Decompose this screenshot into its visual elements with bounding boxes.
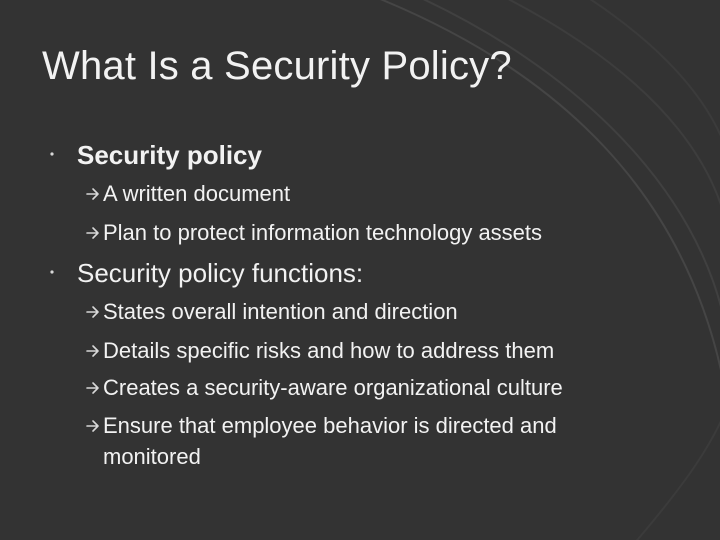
sub-bullet-text: A written document <box>103 181 291 206</box>
sub-bullet-text: monitored <box>103 444 201 469</box>
sub-bullet-text: Plan to protect information technology assets <box>103 220 543 245</box>
sub-bullet-text: Details specific risks and how to address them <box>103 338 555 363</box>
arrow-bullet-icon <box>86 381 102 395</box>
bullet-text: Security policy <box>77 140 262 170</box>
arrow-bullet-icon <box>86 226 102 240</box>
slide-title: What Is a Security Policy? <box>42 44 512 88</box>
sub-bullet-text: Ensure that employee behavior is directed and <box>103 413 557 438</box>
arrow-bullet-icon <box>86 419 102 433</box>
sub-bullet-text: Creates a security-aware organizational culture <box>103 375 563 400</box>
arrow-bullet-icon <box>86 305 102 319</box>
bullet-text: Security policy functions: <box>77 258 364 288</box>
sub-bullet-text: States overall intention and direction <box>103 299 458 324</box>
arrow-bullet-icon <box>86 187 102 201</box>
small-dot-bullet-icon <box>50 270 54 274</box>
small-dot-bullet-icon <box>50 152 54 156</box>
arrow-bullet-icon <box>86 344 102 358</box>
